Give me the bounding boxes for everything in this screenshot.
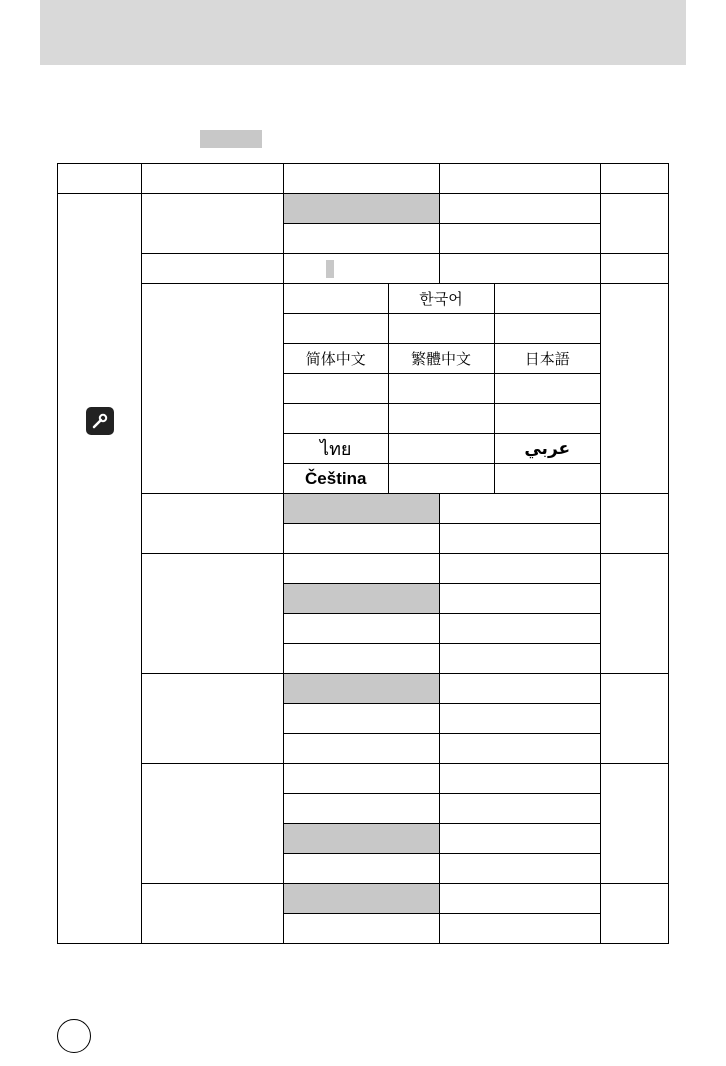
language-option: [388, 464, 494, 493]
option-cell: [440, 674, 601, 704]
option-cell: [284, 764, 440, 794]
option-cell: [440, 524, 601, 554]
option-cell: [284, 854, 440, 884]
page-cell: [601, 284, 669, 494]
page-cell: [601, 194, 669, 254]
option-cell: [284, 734, 440, 764]
option-cell: [440, 854, 601, 884]
language-option: [494, 374, 600, 403]
language-option: [388, 314, 494, 343]
option-cell: [440, 794, 601, 824]
language-option: [284, 404, 388, 433]
table-row: [58, 674, 669, 704]
header-cell-main-menu: [142, 164, 284, 194]
option-cell: [284, 524, 440, 554]
menu-group-5: [142, 554, 284, 674]
table-row: [58, 764, 669, 794]
page-cell: [601, 254, 669, 284]
option-cell: [284, 554, 440, 584]
table-row: [58, 494, 669, 524]
menu-group-1: [142, 194, 284, 254]
option-cell: [284, 914, 440, 944]
option-cell: [440, 734, 601, 764]
language-option: [494, 464, 600, 493]
language-option: [388, 374, 494, 403]
page-number-circle: [57, 1019, 91, 1053]
option-cell: [440, 704, 601, 734]
table-row: [58, 254, 669, 284]
default-setting-legend-chip: [200, 130, 262, 148]
language-row: [284, 284, 601, 314]
language-option-japanese: 日本語: [494, 344, 600, 373]
option-cell: [284, 584, 440, 614]
language-option: [284, 374, 388, 403]
language-option: [494, 404, 600, 433]
page-cell: [601, 494, 669, 554]
option-cell: [284, 884, 440, 914]
option-cell: [440, 224, 601, 254]
language-row: [284, 404, 601, 434]
header-cell-page: [601, 164, 669, 194]
option-cell: [284, 644, 440, 674]
language-row: [284, 374, 601, 404]
page-cell: [601, 674, 669, 764]
page-cell: [601, 764, 669, 884]
option-cell: [440, 584, 601, 614]
language-option-arabic: عربي: [494, 434, 600, 463]
language-option-traditional-chinese: 繁體中文: [388, 344, 494, 373]
header-cell-tab: [58, 164, 142, 194]
table-header-row: [58, 164, 669, 194]
option-cell: [440, 194, 601, 224]
language-row: [284, 344, 601, 374]
menu-group-2: [142, 254, 284, 284]
language-row: [284, 434, 601, 464]
setup-menu-table: [57, 163, 669, 944]
option-cell: [284, 704, 440, 734]
option-cell: [440, 254, 601, 284]
option-cell: [284, 824, 440, 854]
option-cell: [440, 644, 601, 674]
option-cell: [284, 194, 440, 224]
menu-group-4: [142, 494, 284, 554]
language-option: [284, 284, 388, 313]
option-cell: [284, 494, 440, 524]
menu-group-language: [142, 284, 284, 494]
header-cell-sub-menu-2: [440, 164, 601, 194]
language-option: [388, 434, 494, 463]
menu-group-6: [142, 674, 284, 764]
option-cell: [440, 764, 601, 794]
language-row: [284, 314, 601, 344]
table-row: [58, 194, 669, 224]
language-option: [494, 314, 600, 343]
option-cell: [440, 554, 601, 584]
option-cell: [440, 914, 601, 944]
header-bar: [40, 0, 686, 65]
option-cell: [440, 824, 601, 854]
menu-group-8: [142, 884, 284, 944]
option-cell: [284, 794, 440, 824]
table-row: [58, 554, 669, 584]
language-option-thai: ไทย: [320, 439, 352, 460]
language-row: [284, 464, 601, 494]
table-row: [58, 884, 669, 914]
language-option-korean: 한국어: [388, 284, 494, 313]
language-option: [494, 284, 600, 313]
page-cell: [601, 884, 669, 944]
language-option: [284, 314, 388, 343]
default-marker: [326, 260, 334, 278]
option-cell: [440, 614, 601, 644]
language-option: [388, 404, 494, 433]
setup-tab-cell: [58, 194, 142, 944]
page-cell: [601, 554, 669, 674]
option-cell: [440, 494, 601, 524]
table-row: [58, 284, 669, 314]
option-cell: [284, 674, 440, 704]
wrench-icon: [86, 407, 114, 435]
language-option-czech: Čeština: [305, 468, 367, 488]
option-cell: [284, 254, 440, 284]
header-cell-sub-menu: [284, 164, 440, 194]
option-cell: [440, 884, 601, 914]
language-option-simplified-chinese: 简体中文: [305, 350, 366, 368]
menu-group-7: [142, 764, 284, 884]
option-cell: [284, 614, 440, 644]
option-cell: [284, 224, 440, 254]
